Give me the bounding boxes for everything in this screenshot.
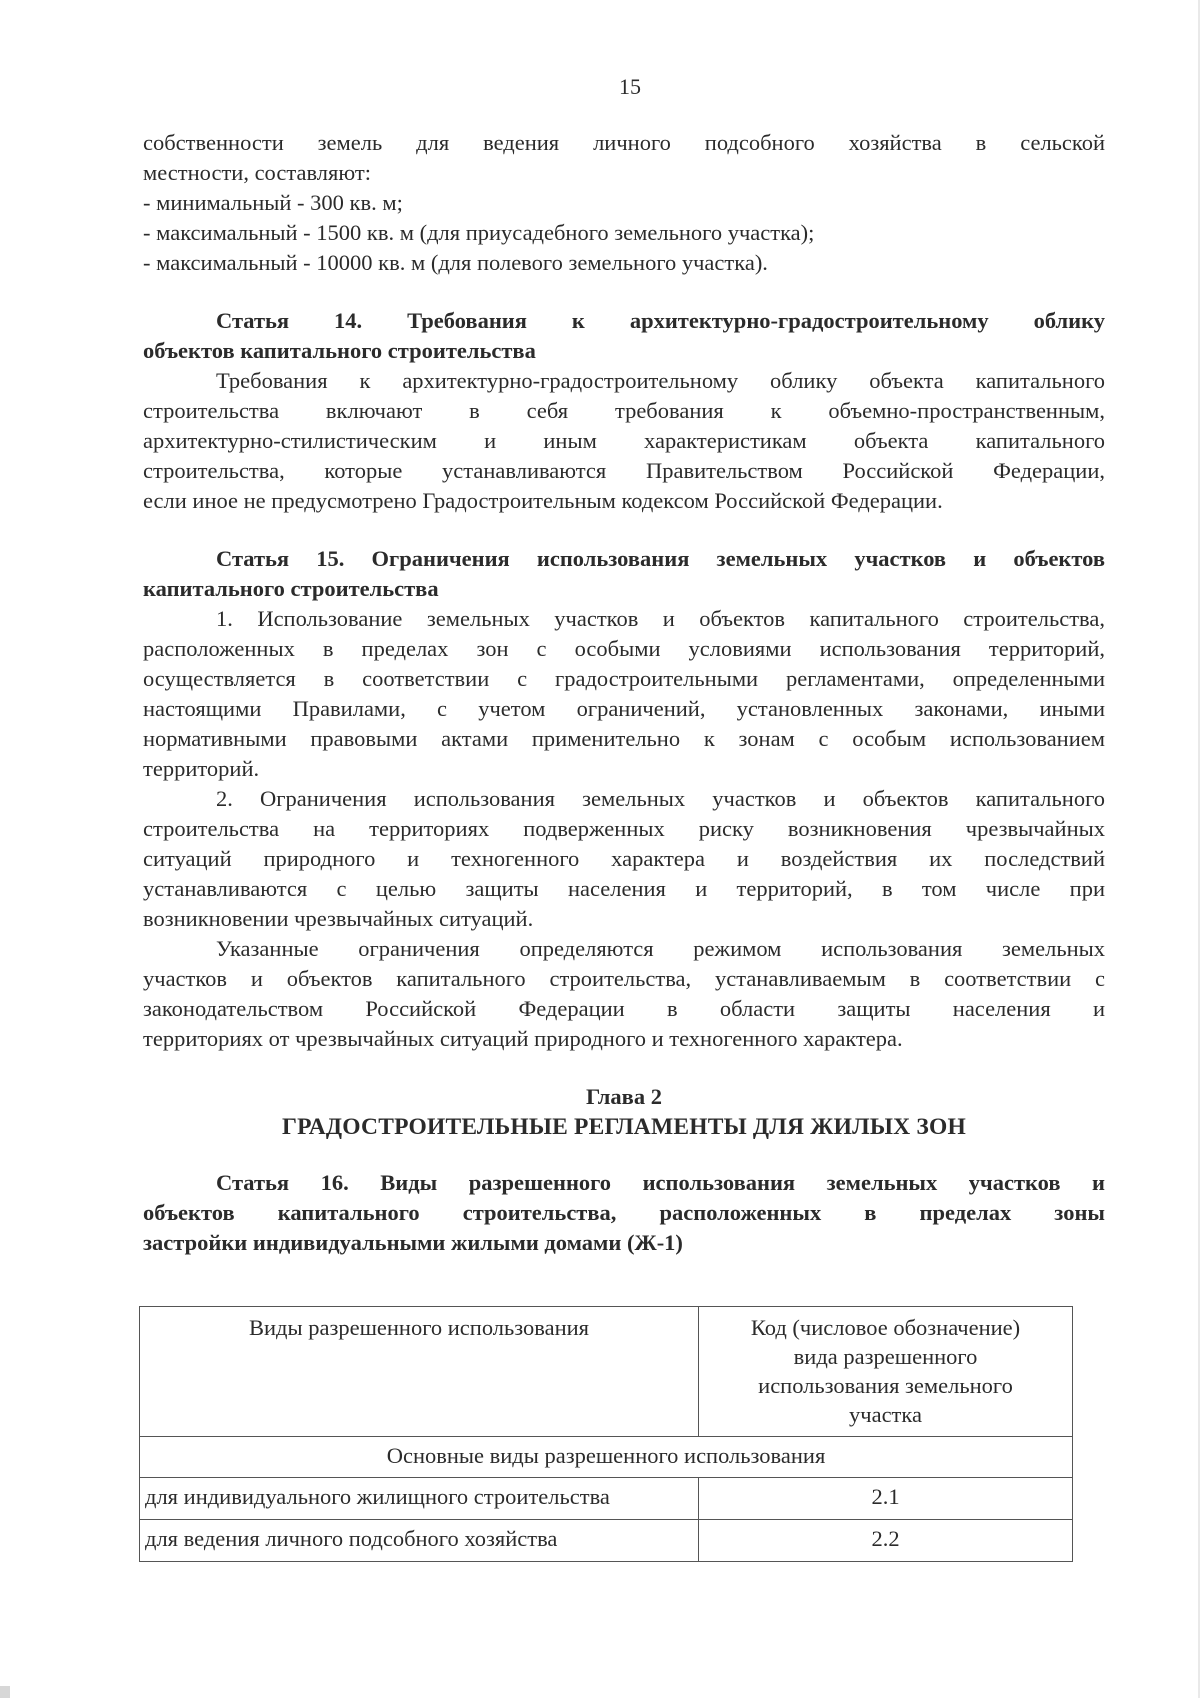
section-label: Основные виды разрешенного использования — [140, 1437, 1073, 1478]
heading-line: Статья 16. Виды разрешенного использования земельных участков и — [216, 1170, 1105, 1195]
text-line: местности, составляют: — [143, 160, 371, 185]
use-cell: для ведения личного подсобного хозяйства — [140, 1520, 699, 1562]
list-item: - минимальный - 300 кв. м; — [143, 190, 403, 215]
text-line: 1. Использование земельных участков и объектов капитального строительства, — [216, 606, 1105, 631]
text-line: Требования к архитектурно-градостроительному облику объекта капитального — [216, 368, 1105, 393]
heading-line: Статья 14. Требования к архитектурно-градостроительному облику — [216, 308, 1105, 333]
text-line: участков и объектов капитального строительства, устанавливаемым в соответствии с — [143, 966, 1105, 991]
chapter-number: Глава 2 — [586, 1084, 662, 1109]
table-row — [140, 1520, 1073, 1562]
article-15-heading — [143, 544, 1105, 604]
article-16-heading — [143, 1168, 1105, 1258]
text-line: законодательством Российской Федерации в области защиты населения и — [143, 996, 1105, 1021]
heading-line: объектов капитального строительства — [143, 338, 536, 363]
text-line: строительства включают в себя требования к объемно-пространственным, — [143, 398, 1105, 423]
heading-line: Статья 15. Ограничения использования земельных участков и объектов — [216, 546, 1105, 571]
text-line: 2. Ограничения использования земельных участков и объектов капитального — [216, 786, 1105, 811]
text-line: Указанные ограничения определяются режимом использования земельных — [216, 936, 1105, 961]
document-body — [143, 128, 1105, 1258]
article-15-paragraph-2 — [143, 784, 1105, 934]
text-line: настоящими Правилами, с учетом ограничений, установленных законами, иными — [143, 696, 1105, 721]
text-line: территориях от чрезвычайных ситуаций природного и техногенного характера. — [143, 1026, 903, 1051]
text-line: если иное не предусмотрено Градостроительным кодексом Российской Федерации. — [143, 488, 943, 513]
list-item: - максимальный - 1500 кв. м (для приусадебного земельного участка); — [143, 220, 815, 245]
intro-paragraph — [143, 128, 1105, 188]
table-section-row — [140, 1437, 1073, 1478]
text-line: расположенных в пределах зон с особыми условиями использования территорий, — [143, 636, 1105, 661]
text-line: возникновении чрезвычайных ситуаций. — [143, 906, 534, 931]
permitted-use-table — [139, 1306, 1073, 1562]
text-line: строительства на территориях подверженных риску возникновения чрезвычайных — [143, 816, 1105, 841]
text-line: архитектурно-стилистическим и иным характеристикам объекта капитального — [143, 428, 1105, 453]
text-line: строительства, которые устанавливаются Правительством Российской Федерации, — [143, 458, 1105, 483]
scan-corner-mark — [0, 1686, 10, 1698]
text-line: устанавливаются с целью защиты населения и территорий, в том числе при — [143, 876, 1105, 901]
heading-line: объектов капитального строительства, расположенных в пределах зоны — [143, 1200, 1105, 1225]
article-14-heading — [143, 306, 1105, 366]
text-line: осуществляется в соответствии с градостроительными регламентами, определенными — [143, 666, 1105, 691]
code-cell: 2.2 — [699, 1520, 1073, 1562]
table-row — [140, 1478, 1073, 1520]
header-line: использования земельного — [758, 1373, 1013, 1398]
table-header-row — [140, 1307, 1073, 1437]
code-cell: 2.1 — [699, 1478, 1073, 1520]
article-15-paragraph-1 — [143, 604, 1105, 784]
use-cell: для индивидуального жилищного строительства — [140, 1478, 699, 1520]
page-number: 15 — [619, 74, 641, 99]
heading-line: застройки индивидуальными жилыми домами (Ж-1) — [143, 1230, 683, 1255]
list-item: - максимальный - 10000 кв. м (для полевого земельного участка). — [143, 250, 768, 275]
text-line: ситуаций природного и техногенного характера и воздействия их последствий — [143, 846, 1105, 871]
header-cell-use: Виды разрешенного использования — [140, 1307, 699, 1437]
header-line: вида разрешенного — [793, 1344, 978, 1369]
heading-line: капитального строительства — [143, 576, 439, 601]
header-line: Код (числовое обозначение) — [750, 1315, 1021, 1340]
chapter-title: ГРАДОСТРОИТЕЛЬНЫЕ РЕГЛАМЕНТЫ ДЛЯ ЖИЛЫХ ЗОН — [282, 1114, 966, 1140]
article-15-paragraph-3 — [143, 934, 1105, 1054]
text-line: территорий. — [143, 756, 260, 781]
header-cell-code — [699, 1307, 1073, 1437]
header-line: участка — [849, 1402, 922, 1427]
article-14-text — [143, 366, 1105, 516]
text-line: собственности земель для ведения личного подсобного хозяйства в сельской — [143, 130, 1105, 155]
chapter-heading — [143, 1082, 1105, 1142]
text-line: нормативными правовыми актами применительно к зонам с особым использованием — [143, 726, 1105, 751]
